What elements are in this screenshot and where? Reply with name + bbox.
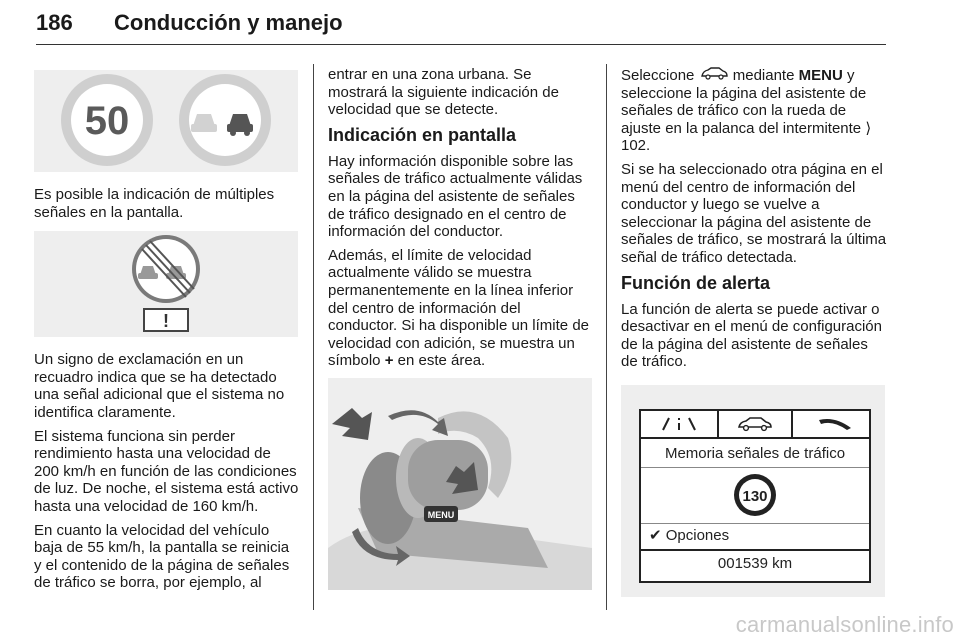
speed-limit-value: 50: [84, 99, 130, 143]
paragraph: El sistema funciona sin perder rendimiento hasta una velocidad de 200 km/h en función de las condiciones de luz. De noche, el sistema está activo hasta una velocidad de 160 km/h.: [34, 427, 299, 515]
column-3: [621, 66, 887, 597]
car-icon: [699, 67, 729, 84]
paragraph: La función de alerta se puede activar o desactivar en el menú de configuración de la página del asistente de señales de tráfico.: [621, 300, 882, 371]
svg-text:!: !: [163, 311, 169, 332]
no-overtaking-sign-icon: [179, 74, 271, 166]
column-separator: [606, 64, 607, 610]
column-1: [34, 70, 300, 598]
svg-text:MENU: MENU: [427, 509, 455, 520]
column-2: [328, 66, 592, 590]
car-icon: [735, 416, 775, 432]
lane-icon: [659, 416, 699, 432]
section-heading: Función de alerta: [621, 272, 771, 293]
plus-symbol: +: [384, 352, 394, 370]
turn-signal-stalk-illustration: [328, 378, 592, 590]
paragraph: Además, el límite de velocidad actualmente válido se muestra permanentemente en la línea inferior del centro de información del conductor. Si ha disponible un límite de velocidad con adición, se muestra un símbolo + en este área.: [328, 246, 589, 370]
paragraph: Un signo de exclamación en un recuadro indica que se ha detectado una señal adicional que el sistema no identifica claramente.: [34, 351, 285, 421]
check-icon: ✔: [649, 526, 662, 544]
figure-signs-top: [34, 70, 298, 172]
end-restriction-illustration: [34, 231, 298, 337]
svg-text:130: 130: [742, 487, 768, 505]
paragraph: En cuanto la velocidad del vehículo baja de 55 km/h, la pantalla se reinicia y el contenido de la página de señales de tráfico se borra, por ejemplo, al: [34, 521, 290, 592]
display-divider: [641, 467, 869, 468]
section-heading: Indicación en pantalla: [328, 124, 517, 145]
traffic-sign-icon: [817, 416, 853, 432]
speed-limit-130-icon: [733, 473, 777, 517]
paragraph: Seleccione mediante MENU y seleccione la página del asistente de señales de tráfico con la rueda de ajuste en la palanca del intermitente ⟩ 102.: [621, 67, 872, 155]
figure-stalk: [328, 378, 592, 590]
display-odometer: 001539 km: [717, 554, 793, 572]
header-rule: [36, 44, 886, 45]
end-of-no-overtaking-sign-icon: [132, 235, 200, 303]
traffic-signs-illustration: [34, 70, 298, 172]
page-header: [36, 4, 886, 48]
driver-info-display: [639, 409, 871, 583]
display-title: Memoria señales de tráfico: [664, 444, 846, 462]
watermark: carmanualsonline.info: [735, 612, 954, 637]
rotate-arrow-icon: [388, 410, 448, 436]
display-divider: [641, 523, 869, 524]
speed-limit-sign-icon: [61, 74, 153, 166]
arrow-icon: [332, 408, 372, 440]
display-tab-bar: [641, 411, 869, 439]
column-separator: [313, 64, 314, 610]
figure-display: [621, 385, 885, 597]
page-title: Conducción y manejo: [114, 10, 343, 35]
display-tab-selected: [717, 411, 793, 437]
paragraph: Si se ha seleccionado otra página en el menú del centro de información del conductor y luego se vuelve a seleccionar la página del asistente de señales de tráfico, se mostrará la última señal de tráfico detectada.: [621, 160, 887, 266]
page-number: 186: [36, 10, 73, 35]
figure-signs-end: [34, 231, 298, 337]
exclamation-box-icon: [144, 309, 188, 331]
display-divider: [641, 549, 869, 551]
paragraph: entrar en una zona urbana. Se mostrará la siguiente indicación de velocidad que se detecte.: [328, 66, 559, 119]
display-options: ✔ Opciones: [649, 526, 730, 544]
page-reference-icon: ⟩: [865, 119, 872, 137]
paragraph: Hay información disponible sobre las señales de tráfico actualmente válidas en la página del asistente de señales de tráfico designado en el centro de información del conductor.: [328, 152, 583, 241]
paragraph: Es posible la indicación de múltiples señales en la pantalla.: [34, 186, 275, 221]
